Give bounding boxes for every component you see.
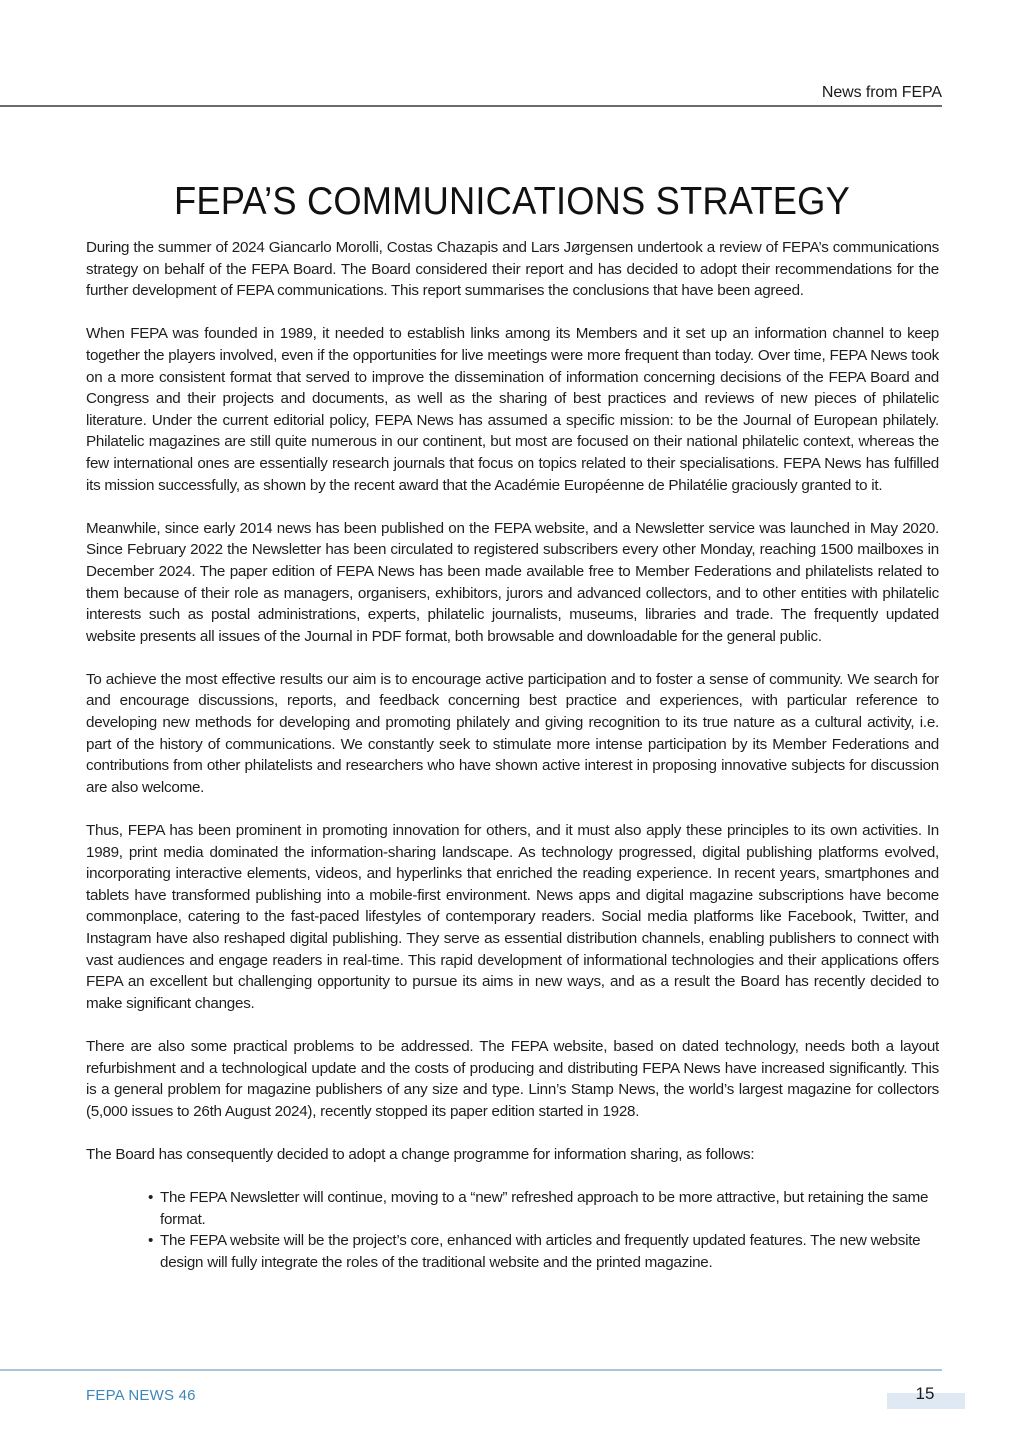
paragraph-change-programme: The Board has consequently decided to adopt a change programme for information sharing, as follows: (86, 1145, 755, 1163)
list-item (148, 1187, 939, 1230)
paragraph-participation: To achieve the most effective results our aim is to encourage active participation and to foster a sense of community. We search for and encourage discussions, reports, and feedback concerning best practice and experiences, with particular reference to developing new methods for developing and promoting philately and giving recognition to its true nature as a cultural activity, i.e. part of the history of communications. We constantly seek to stimulate more intense participation by its Member Federations and contributions from other philatelists and researchers who have shown active interest in proposing innovative subjects for discussion are also welcome. (86, 670, 939, 796)
header-divider (0, 105, 942, 107)
publication-name: FEPA NEWS 46 (86, 1387, 196, 1404)
running-header-section: News from FEPA (821, 84, 942, 101)
paragraph-innovation: Thus, FEPA has been prominent in promoting innovation for others, and it must also apply these principles to its own activities. In 1989, print media dominated the information-sharing landscape. As technology progressed, digital publishing platforms evolved, incorporating interactive elements, videos, and hyperlinks that enriched the reading experience. In recent years, smartphones and tablets have transformed publishing into a mobile-first environment. News apps and digital magazine subscriptions have become commonplace, catering to the fast-paced lifestyles of contemporary readers. Social media platforms like Facebook, Twitter, and Instagram have also reshaped digital publishing. They serve as essential distribution channels, enabling publishers to connect with vast audiences and engage readers in real-time. This rapid development of informational technologies and their applications offers FEPA an excellent but challenging opportunity to pursue its aims in new ways, and as a result the Board has recently decided to make significant changes. (86, 822, 939, 1012)
article-body (86, 237, 939, 1274)
list-item-text: The FEPA website will be the project’s core, enhanced with articles and frequently updated features. The new website design will fully integrate the roles of the traditional website and the printed magazine. (160, 1232, 921, 1271)
article-title: FEPA’S COMMUNICATIONS STRATEGY (174, 180, 850, 223)
change-programme-list (86, 1187, 939, 1273)
paragraph-problems: There are also some practical problems to be addressed. The FEPA website, based on dated technology, needs both a layout refurbishment and a technological update and the costs of producing and distributing FEPA News have increased significantly. This is a general problem for magazine publishers of any size and type. Linn’s Stamp News, the world’s largest magazine for collectors (5,000 issues to 26th August 2024), recently stopped its paper edition started in 1928. (86, 1037, 939, 1120)
page-number: 15 (915, 1384, 935, 1403)
paragraph-history: When FEPA was founded in 1989, it needed to establish links among its Members and it set up an information channel to keep together the players involved, even if the opportunities for live meetings were more frequent than today. Over time, FEPA News took on a more consistent format that served to improve the dissemination of information concerning decisions of the FEPA Board and Congress and their projects and documents, as well as the sharing of best practices and reviews of new pieces of philatelic literature. Under the current editorial policy, FEPA News has assumed a specific mission: to be the Journal of European philately. Philatelic magazines are still quite numerous in our continent, but most are focused on their national philatelic context, whereas the few international ones are essentially research journals that focus on topics related to their specialisations. FEPA News has fulfilled its mission successfully, as shown by the recent award that the Académie Européenne de Philatélie graciously granted to it. (86, 325, 939, 494)
list-item-text: The FEPA Newsletter will continue, moving to a “new” refreshed approach to be more attractive, but retaining the same format. (160, 1189, 929, 1228)
bullet-icon: • (148, 1232, 154, 1250)
list-item (148, 1230, 939, 1273)
footer-divider (0, 1369, 942, 1371)
paragraph-intro: During the summer of 2024 Giancarlo Morolli, Costas Chazapis and Lars Jørgensen undertook a review of FEPA’s communications strategy on behalf of the FEPA Board. The Board considered their report and has decided to adopt their recommendations for the further development of FEPA communications. This report summarises the conclusions that have been agreed. (86, 239, 939, 300)
paragraph-newsletter: Meanwhile, since early 2014 news has been published on the FEPA website, and a Newsletter service was launched in May 2020. Since February 2022 the Newsletter has been circulated to registered subscribers every other Monday, reaching 1500 mailboxes in December 2024. The paper edition of FEPA News has been made available free to Member Federations and philatelists related to them because of their role as managers, organisers, exhibitors, jurors and advanced collectors, and to other entities with philatelic interests such as postal administrations, experts, philatelic journalists, museums, libraries and trade. The frequently updated website presents all issues of the Journal in PDF format, both browsable and downloadable for the general public. (86, 519, 939, 645)
bullet-icon: • (148, 1189, 154, 1207)
